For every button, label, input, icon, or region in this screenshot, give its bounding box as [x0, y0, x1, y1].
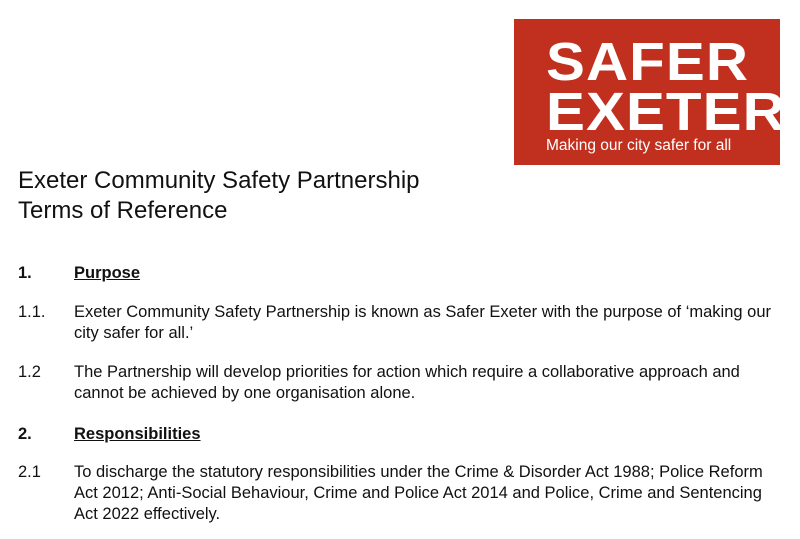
clause-number: 1.1. [18, 303, 46, 321]
title-line-2: Terms of Reference [18, 197, 228, 224]
logo-word-exeter: EXETER [546, 82, 786, 142]
section-heading: Purpose [74, 264, 141, 282]
clause-number: 1.2 [18, 363, 41, 381]
document-title [18, 166, 420, 226]
clause-text: The Partnership will develop priorities for action which require a collaborative approach and cannot be achieved by one organisation alone. [74, 363, 740, 402]
safer-exeter-logo [514, 19, 786, 165]
clause-number: 2.1 [18, 463, 41, 481]
clause-text: Exeter Community Safety Partnership is known as Safer Exeter with the purpose of ‘making our city safer for all.’ [74, 303, 771, 342]
logo-tagline: Making our city safer for all [546, 137, 732, 154]
section-number: 1. [18, 264, 32, 282]
section-heading: Responsibilities [74, 425, 201, 443]
section-number: 2. [18, 425, 32, 443]
logo-word-safer: SAFER [546, 32, 750, 92]
clause-text: To discharge the statutory responsibilities under the Crime & Disorder Act 1988; Police Reform Act 2012; Anti-Social Behaviour, Crime and Police Act 2014 and Police, Crime and Sentencing Act 2022 effectively. [74, 463, 763, 523]
title-line-1: Exeter Community Safety Partnership [18, 167, 420, 194]
